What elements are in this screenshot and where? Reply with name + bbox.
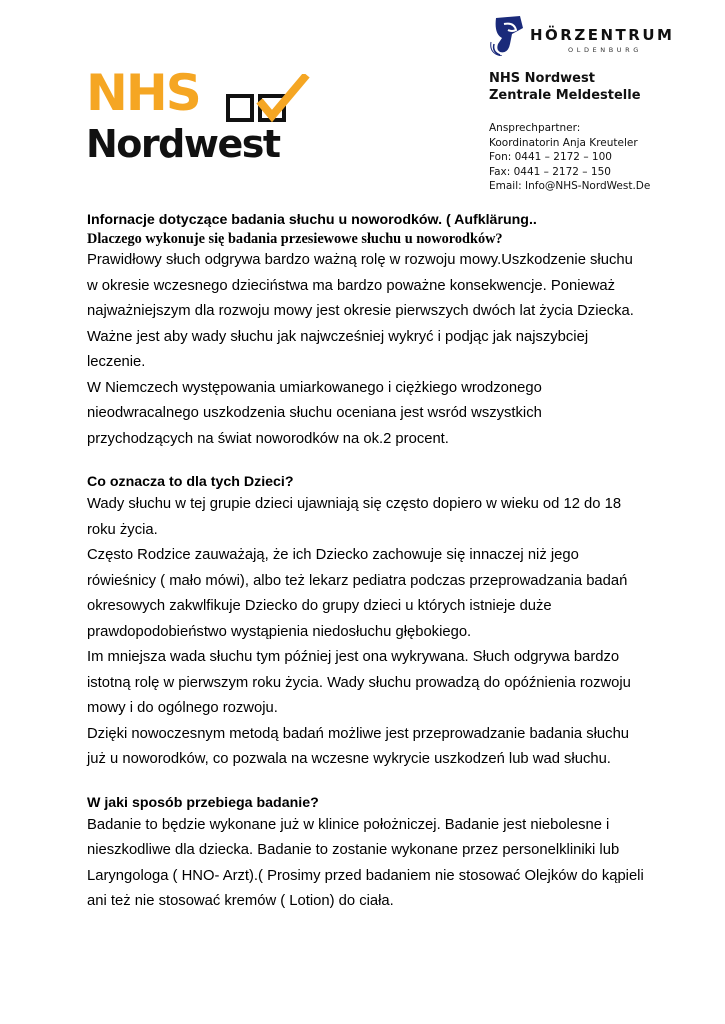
section-3	[87, 813, 647, 915]
paragraph-line: najważniejszym dla rozwoju mowy jest okresie pierwszych dwóch lat życia Dziecka.	[87, 303, 634, 319]
ear-logo-icon	[490, 14, 526, 56]
paragraph-line: Dzięki nowoczesnym metodą badań możliwe jest przeprowadzanie badania słuchu	[87, 725, 630, 742]
document-body	[87, 210, 647, 915]
org-department: Zentrale Meldestelle	[489, 88, 641, 103]
org-name: NHS Nordwest	[489, 71, 595, 86]
nhs-nordwest-logo	[86, 64, 318, 168]
paragraph-line: rówieśnicy ( mało mówi), albo też lekarz pediatra podczas przeprowadzania badań	[87, 572, 628, 589]
document-title: Infornacje dotyczące badania słuchu u noworodków. ( Aufklärung..	[87, 212, 537, 228]
contact-block	[489, 121, 650, 194]
paragraph-line: W Niemczech występowania umiarkowanego i ciężkiego wrodzonego	[87, 379, 542, 396]
paragraph-line: Często Rodzice zauważają, że ich Dziecko zachowuje się innaczej niż jego	[87, 547, 579, 563]
section-heading: Co oznacza to dla tych Dzieci?	[87, 474, 294, 490]
paragraph-line: istotną rolę w pierwszym roku życia. Wady słuchu prowadzą do opóźnienia rozwoju	[87, 674, 631, 691]
section-heading: W jaki sposób przebiega badanie?	[87, 794, 319, 811]
paragraph-line: Wady słuchu w tej grupie dzieci ujawniają się często dopiero w wieku od 12 do 18	[87, 496, 622, 512]
paragraph-line: nieszkodliwe dla dziecka. Badanie to zostanie wykonane przez personelkliniki lub	[87, 842, 620, 858]
contact-fax: Fax: 0441 – 2172 – 150	[489, 165, 611, 178]
paragraph-line: mowy i do ogólnego rozwoju.	[87, 700, 278, 716]
hoerzentrum-name: HÖRZENTRUM	[530, 26, 675, 44]
paragraph-line: Laryngologa ( HNO- Arzt).( Prosimy przed badaniem nie stosować Olejków do kąpieli	[87, 867, 644, 884]
nhs-logo-text: NHS	[86, 64, 200, 122]
contact-email: Email: Info@NHS-NordWest.De	[489, 180, 651, 192]
organization-block	[489, 70, 641, 104]
contact-label: Ansprechpartner:	[489, 122, 581, 134]
paragraph-line: Badanie to będzie wykonane już w klinice położniczej. Badanie jest niebolesne i	[87, 816, 610, 833]
paragraph-line: przychodzących na świat noworodków na ok.2 procent.	[87, 430, 449, 447]
hoerzentrum-city: OLDENBURG	[568, 46, 642, 54]
hoerzentrum-logo	[490, 14, 690, 56]
contact-person: Koordinatorin Anja Kreuteler	[489, 136, 638, 149]
paragraph-line: ani też nie stosować kremów ( Lotion) do ciała.	[87, 893, 394, 909]
paragraph-line: Im mniejsza wada słuchu tym później jest ona wykrywana. Słuch odgrywa bardzo	[87, 649, 620, 665]
paragraph-line: Ważne jest aby wady słuchu jak najwcześniej wykryć i podjąc jak najszybciej	[87, 328, 589, 345]
contact-phone: Fon: 0441 – 2172 – 100	[489, 151, 612, 163]
paragraph-line: prawdopodobieństwo wystąpienia niedosłuchu głębokiego.	[87, 623, 472, 640]
paragraph-line: już u noworodków, co pozwala na wczesne wykrycie uszkodzeń lub wad słuchu.	[87, 751, 611, 767]
paragraph-line: leczenie.	[87, 354, 146, 370]
document-subtitle: Dlaczego wykonuje się badania przesiewowe słuchu u noworodków?	[87, 231, 503, 247]
paragraph-line: Prawidłowy słuch odgrywa bardzo ważną rolę w rozwoju mowy.Uszkodzenie słuchu	[87, 252, 633, 268]
paragraph-line: nieodwracalnego uszkodzenia słuchu oceniana jest wsród wszystkich	[87, 405, 542, 421]
intro-section	[87, 248, 647, 452]
paragraph-line: roku życia.	[87, 521, 158, 538]
paragraph-line: w okresie wczesnego dzieciństwa ma bardzo poważne konsekwencje. Ponieważ	[87, 277, 616, 294]
nordwest-logo-text: Nordwest	[86, 122, 280, 166]
section-2	[87, 492, 647, 773]
paragraph-line: okresowych zakwlfikuje Dziecko do grupy dzieci u których istnieje duże	[87, 598, 552, 614]
